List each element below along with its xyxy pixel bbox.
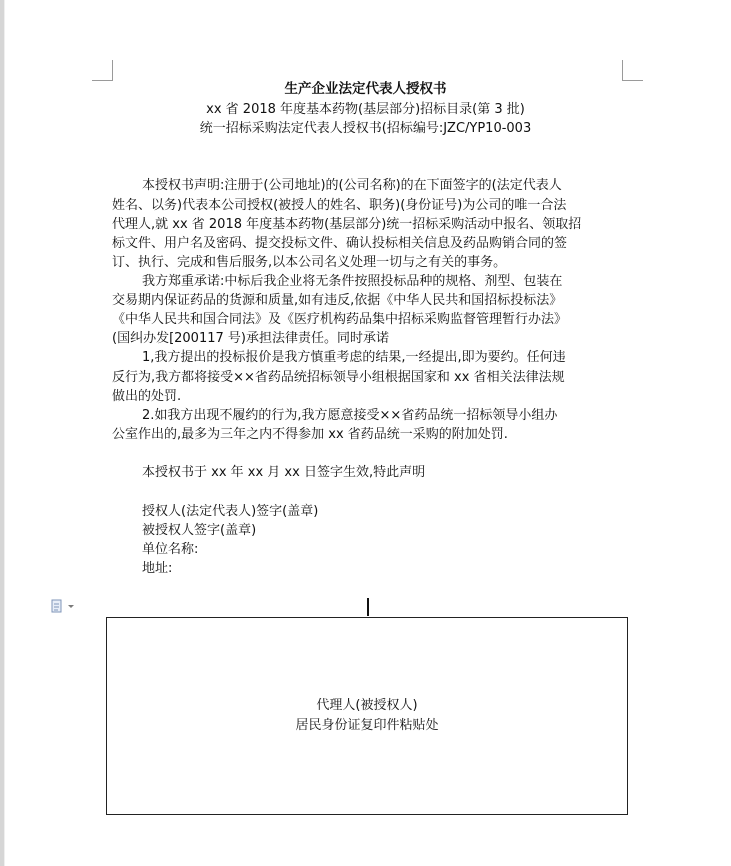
id-box-line-1: 代理人(被授权人): [316, 698, 418, 713]
text-cursor: [367, 598, 369, 616]
document-title: 生产企业法定代表人授权书: [284, 81, 447, 97]
paste-options-icon[interactable]: [50, 598, 78, 612]
paragraph-3-line: 做出的处罚.: [112, 389, 182, 404]
signature-line: 单位名称:: [142, 542, 199, 557]
paragraph-1-line: 标文件、用户名及密码、提交投标文件、确认投标相关信息及药品购销合同的签: [112, 236, 568, 251]
paragraph-1-line: 代理人,就 xx 省 2018 年度基本药物(基层部分)统一招标采购活动中报名、领取招: [112, 217, 582, 232]
page-margin-corner-top-left: [92, 60, 113, 81]
paragraph-2-line: 《中华人民共和国合同法》及《医疗机构药品集中招标采购监督管理暂行办法》: [112, 312, 568, 327]
signature-line: 地址:: [142, 561, 173, 576]
paragraph-4-line: 公室作出的,最多为三年之内不得参加 xx 省药品统一采购的附加处罚.: [112, 427, 508, 442]
paragraph-4-line: 2.如我方出现不履约的行为,我方愿意接受××省药品统一招标领导小组办: [142, 408, 558, 423]
paragraph-2-line: 我方郑重承诺:中标后我企业将无条件按照投标品种的规格、剂型、包装在: [142, 274, 563, 289]
paragraph-1-line: 姓名、以务)代表本公司授权(被授人的姓名、职务)(身份证号)为公司的唯一合法: [112, 198, 567, 213]
paragraph-1-line: 本授权书声明:注册于(公司地址)的(公司名称)的在下面签字的(法定代表人: [142, 178, 562, 193]
document-subtitle-2: 统一招标采购法定代表人授权书(招标编号:JZC/YP10-003: [199, 121, 532, 136]
paragraph-1-line: 订、执行、完成和售后服务,以本公司名义处理一切与之有关的事务。: [112, 255, 507, 270]
effective-statement: 本授权书于 xx 年 xx 月 xx 日签字生效,特此声明: [142, 465, 426, 480]
id-card-paste-box: [106, 617, 628, 815]
signature-line: 授权人(法定代表人)签字(盖章): [142, 504, 319, 519]
document-subtitle-1: xx 省 2018 年度基本药物(基层部分)招标目录(第 3 批): [206, 102, 525, 117]
paragraph-2-line: (国纠办发[200117 号)承担法律责任。同时承诺: [112, 331, 389, 346]
page-margin-corner-top-right: [622, 60, 643, 81]
paragraph-2-line: 交易期内保证药品的货源和质量,如有违反,依据《中华人民共和国招标投标法》: [112, 293, 563, 308]
paragraph-3-line: 1,我方提出的投标报价是我方慎重考虑的结果,一经提出,即为要约。任何违: [142, 350, 566, 365]
id-box-line-2: 居民身份证复印件粘贴处: [295, 718, 439, 733]
paragraph-3-line: 反行为,我方都将接受××省药品统招标领导小组根据国家和 xx 省相关法律法规: [112, 370, 565, 385]
signature-line: 被授权人签字(盖章): [142, 523, 257, 538]
